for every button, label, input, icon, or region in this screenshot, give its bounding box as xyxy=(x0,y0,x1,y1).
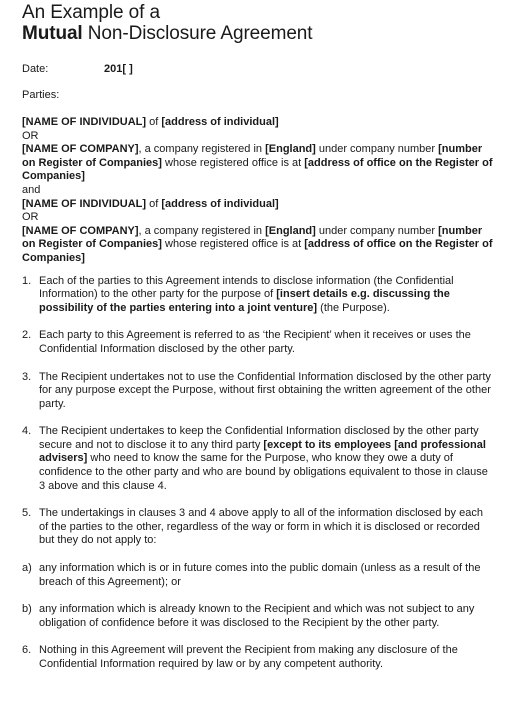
date-value: 201[ ] xyxy=(104,63,133,75)
title-bold-word: Mutual xyxy=(22,23,83,44)
party-4-country: [England] xyxy=(265,224,316,237)
party-2-address: [address of office on the Register of Companies] xyxy=(22,156,493,183)
parties-label: Parties: xyxy=(22,89,60,101)
title-rest: Non-Disclosure Agreement xyxy=(82,23,313,44)
and-separator: and xyxy=(22,183,41,196)
party-4-text-3: whose registered office is at xyxy=(161,238,305,251)
party-2-text-2: under company number xyxy=(315,143,439,156)
clause-number: b) xyxy=(22,603,32,616)
party-1-of: of xyxy=(146,116,162,128)
clause-number: a) xyxy=(22,562,32,575)
clause-text: any information which is or in future comes into the public domain (unless as a result of the breach of this Agreement); or xyxy=(39,562,481,588)
parties-block xyxy=(22,116,493,266)
party-3-name: [NAME OF INDIVIDUAL] xyxy=(22,197,147,210)
clause-number: 4. xyxy=(22,425,32,438)
clause-4 xyxy=(22,425,493,493)
party-3-of: of xyxy=(146,197,162,210)
clause-text: any information which is already known to the Recipient and which was not subject to any obligation of confidence before it was disclosed to the Recipient by the other party. xyxy=(39,603,475,629)
party-4-text: , a company registered in xyxy=(138,224,266,237)
date-label: Date: xyxy=(22,63,49,75)
clause-1-text-a: Each of the parties to this Agreement intends to disclose information (the Confidential Information) to the other party for the purpose of xyxy=(39,274,454,301)
clause-number: 5. xyxy=(22,507,32,520)
party-4-name: [NAME OF COMPANY] xyxy=(22,224,139,237)
party-1-address: [address of individual] xyxy=(161,116,279,128)
clause-a xyxy=(22,562,493,589)
title-line-1: An Example of a xyxy=(22,2,160,23)
document-title xyxy=(22,0,493,44)
clause-text: Each party to this Agreement is referred to as ‘the Recipient’ when it receives or uses the Confidential Information disclosed by the other party. xyxy=(39,329,471,355)
clause-3 xyxy=(22,371,493,412)
clause-4-text-a: The Recipient undertakes to keep the Confidential Information disclosed by the other party secure and not to disclose it to any third party xyxy=(39,425,479,451)
clause-text: The Recipient undertakes not to use the Confidential Information disclosed by the other party for any purpose except the Purpose, without first obtaining the written agreement of the other party. xyxy=(39,370,491,410)
party-1 xyxy=(22,116,493,130)
clause-number: 2. xyxy=(22,329,32,342)
party-4-address: [address of office on the Register of Companies] xyxy=(22,238,493,264)
party-2 xyxy=(22,143,493,184)
party-2-text: , a company registered in xyxy=(138,143,266,156)
title-line-2 xyxy=(22,23,493,44)
clause-number: 6. xyxy=(22,644,32,657)
clause-2 xyxy=(22,329,493,356)
clause-text xyxy=(39,425,493,493)
clause-4-text-b: who need to know the same for the Purpose, who know they owe a duty of confidence to the other party and who are bound by obligations equivalent to those in clause 3 above and this clause 4. xyxy=(39,452,488,492)
or-separator-2: OR xyxy=(22,211,39,224)
clause-text: The undertakings in clauses 3 and 4 above apply to all of the information disclosed by each of the parties to the other, regardless of the way or form in which it is disclosed or recorded but they do not apply to: xyxy=(39,507,483,547)
clause-text: Nothing in this Agreement will prevent the Recipient from making any disclosure of the Confidential Information required by law or by any competent authority. xyxy=(39,644,458,670)
date-row xyxy=(22,62,493,76)
clause-1-bold: [insert details e.g. discussing the possibility of the parties entering into a joint venture] xyxy=(39,288,450,314)
clause-6 xyxy=(22,644,493,671)
party-4-number: [number on Register of Companies] xyxy=(22,224,483,251)
party-2-name: [NAME OF COMPANY] xyxy=(22,143,139,156)
clause-number: 1. xyxy=(22,274,32,287)
clause-1 xyxy=(22,275,493,316)
clause-1-text-b: (the Purpose). xyxy=(317,301,390,314)
party-1-name: [NAME OF INDIVIDUAL] xyxy=(22,116,147,128)
clause-b xyxy=(22,603,493,630)
clause-text xyxy=(39,275,493,316)
party-2-number: [number on Register of Companies] xyxy=(22,143,483,169)
clauses-list xyxy=(22,275,493,672)
clause-5 xyxy=(22,507,493,548)
clause-4-bold: [except to its employees [and professional advisers] xyxy=(39,438,486,465)
party-3-address: [address of individual] xyxy=(161,197,279,210)
clause-number: 3. xyxy=(22,370,32,383)
party-4 xyxy=(22,225,493,266)
party-4-text-2: under company number xyxy=(315,224,439,237)
party-3 xyxy=(22,198,493,212)
party-2-text-3: whose registered office is at xyxy=(161,156,305,169)
or-separator-1: OR xyxy=(22,129,39,142)
party-2-country: [England] xyxy=(265,143,316,156)
